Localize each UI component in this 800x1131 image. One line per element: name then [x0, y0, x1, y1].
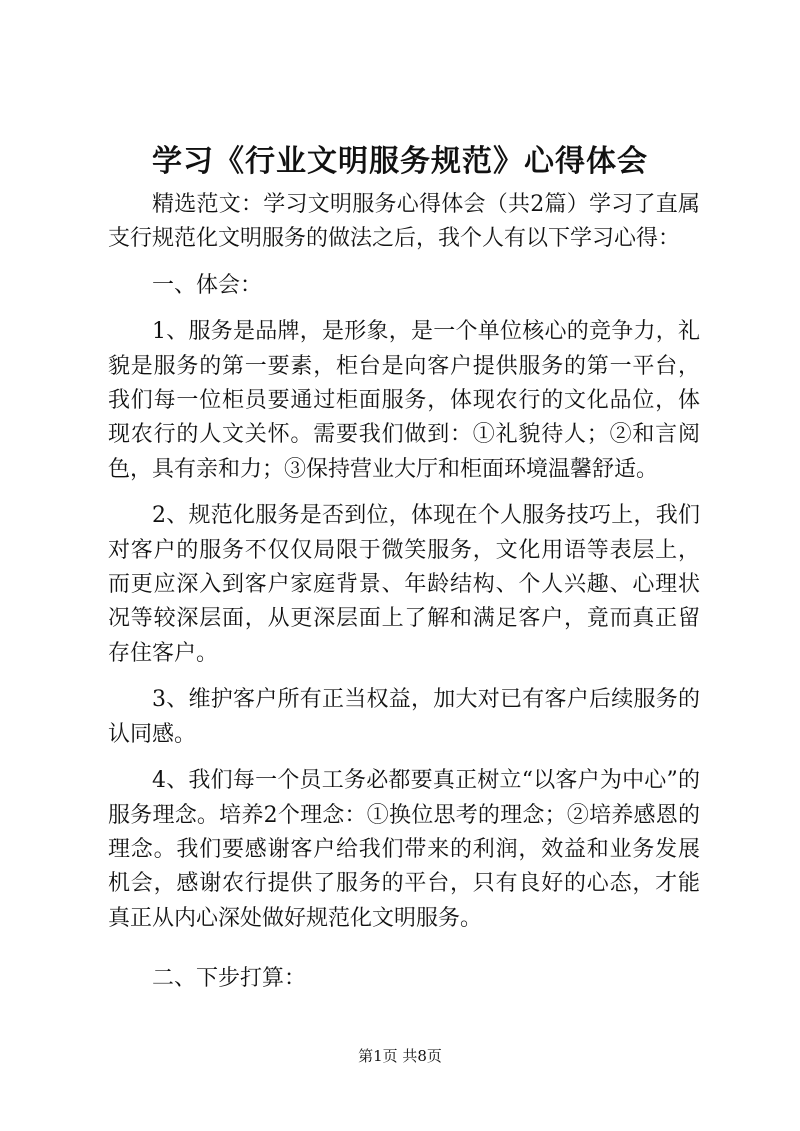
paragraph-heading-experience: 一、体会： — [152, 272, 263, 298]
paragraph-heading-next-steps: 二、下步打算： — [152, 966, 307, 992]
page-number-footer: 第1页 共8页 — [358, 1047, 442, 1065]
paragraph-point-3: 3、维护客户所有正当权益，加大对已有客户后续服务的认同感。 — [108, 687, 700, 747]
document-body — [108, 188, 700, 1009]
paragraph-point-2: 2、规范化服务是否到位，体现在个人服务技巧上，我们对客户的服务不仅仅局限于微笑服务，文化用语等表层上，而更应深入到客户家庭背景、年龄结构、个人兴趣、心理状况等较深层面，从更深层面上了解和满足客户，竟而真正留存住客户。 — [108, 503, 700, 666]
paragraph-point-1: 1、服务是品牌，是形象，是一个单位核心的竞争力，礼貌是服务的第一要素，柜台是向客户提供服务的第一平台，我们每一位柜员要通过柜面服务，体现农行的文化品位，体现农行的人文关怀。需要我们做到：①礼貌待人；②和言阅色，具有亲和力；③保持营业大厅和柜面环境温馨舒适。 — [108, 319, 700, 482]
paragraph-intro: 精选范文：学习文明服务心得体会（共2篇）学习了直属支行规范化文明服务的做法之后，我个人有以下学习心得： — [108, 192, 700, 252]
paragraph-point-4: 4、我们每一个员工务必都要真正树立“以客户为中心”的服务理念。培养2个理念：①换位思考的理念；②培养感恩的理念。我们要感谢客户给我们带来的利润，效益和业务发展机会，感谢农行提供了服务的平台，只有良好的心态，才能真正从内心深处做好规范化文明服务。 — [108, 768, 700, 931]
document-title: 学习《行业文明服务规范》心得体会 — [152, 144, 648, 179]
